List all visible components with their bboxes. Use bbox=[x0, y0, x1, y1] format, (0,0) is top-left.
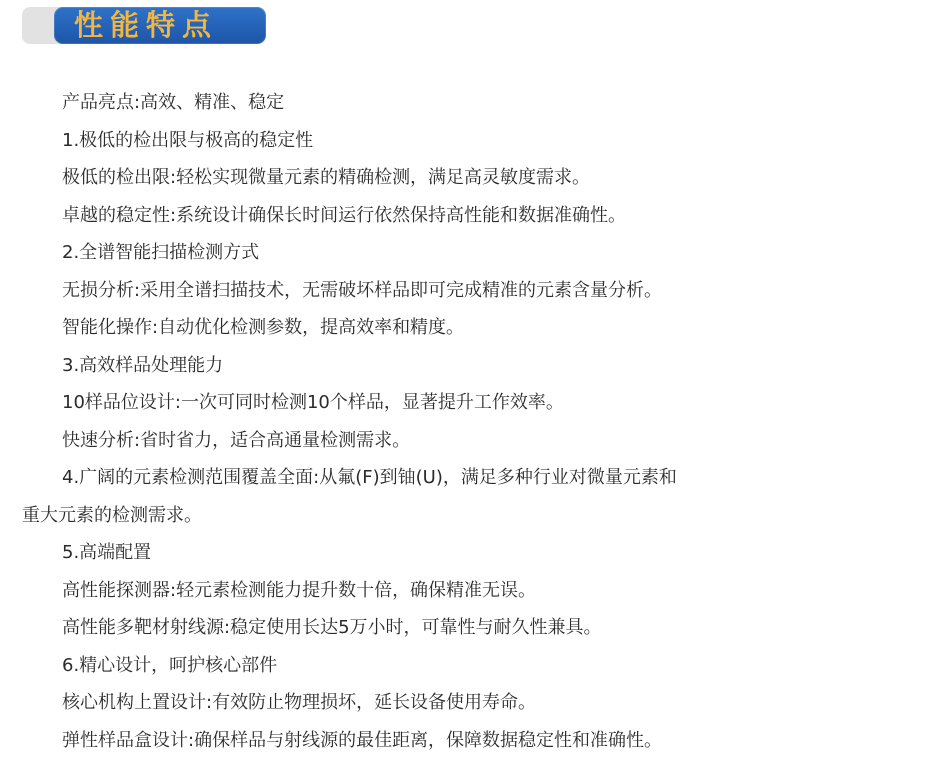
feature-list bbox=[0, 84, 940, 759]
feature-detail-2b: 智能化操作:自动优化检测参数，提高效率和精度。 bbox=[62, 317, 465, 338]
feature-detail-3a: 10样品位设计:一次可同时检测10个样品，显著提升工作效率。 bbox=[62, 392, 564, 413]
section-title: 性能特点 bbox=[74, 8, 219, 42]
feature-detail-5a: 高性能探测器:轻元素检测能力提升数十倍，确保精准无误。 bbox=[62, 579, 537, 601]
feature-heading-5: 5.高端配置 bbox=[62, 542, 152, 563]
feature-detail-6b: 弹性样品盒设计:确保样品与射线源的最佳距离，保障数据稳定性和准确性。 bbox=[62, 729, 663, 751]
feature-detail-2a: 无损分析:采用全谱扫描技术，无需破坏样品即可完成精准的元素含量分析。 bbox=[62, 279, 663, 301]
section-header bbox=[22, 7, 266, 44]
feature-heading-4-line-2: 重大元素的检测需求。 bbox=[22, 504, 202, 526]
feature-heading-4 bbox=[0, 459, 822, 534]
feature-heading-2: 2.全谱智能扫描检测方式 bbox=[62, 242, 260, 263]
feature-heading-3: 3.高效样品处理能力 bbox=[62, 354, 224, 376]
product-highlights-line: 产品亮点:高效、精准、稳定 bbox=[62, 92, 285, 113]
feature-detail-3b: 快速分析:省时省力，适合高通量检测需求。 bbox=[62, 429, 411, 451]
feature-detail-5b: 高性能多靶材射线源:稳定使用长达5万小时，可靠性与耐久性兼具。 bbox=[62, 617, 602, 638]
feature-detail-1b: 卓越的稳定性:系统设计确保长时间运行依然保持高性能和数据准确性。 bbox=[62, 204, 627, 226]
feature-heading-1: 1.极低的检出限与极高的稳定性 bbox=[62, 129, 314, 151]
feature-detail-1a: 极低的检出限:轻松实现微量元素的精确检测，满足高灵敏度需求。 bbox=[62, 167, 591, 188]
feature-detail-6a: 核心机构上置设计:有效防止物理损坏，延长设备使用寿命。 bbox=[62, 692, 537, 713]
feature-heading-4-line-1: 4.广阔的元素检测范围覆盖全面:从氟(F)到铀(U)，满足多种行业对微量元素和 bbox=[62, 467, 677, 488]
feature-heading-6: 6.精心设计，呵护核心部件 bbox=[62, 654, 278, 676]
